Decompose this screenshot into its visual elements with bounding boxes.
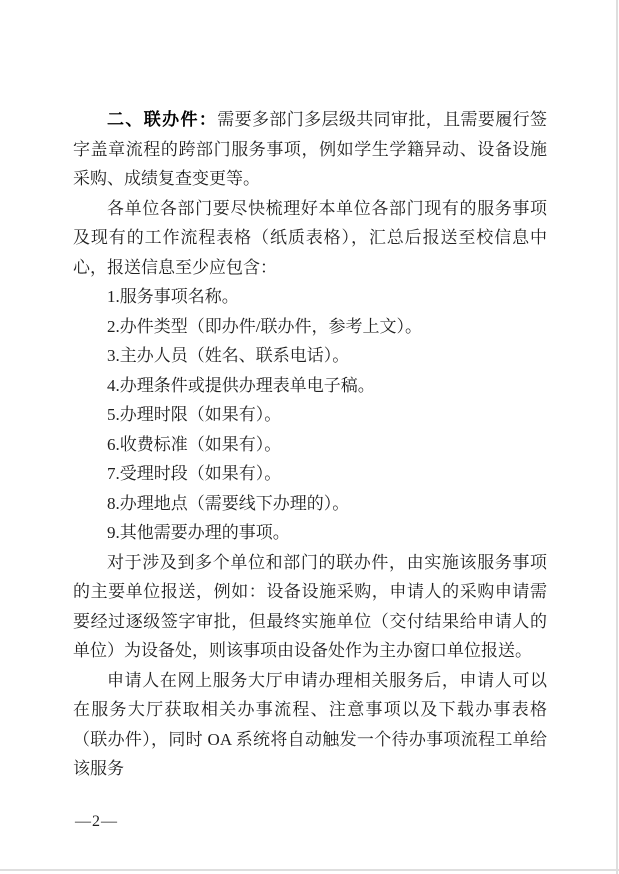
list-item: 6.收费标准（如果有）。 bbox=[107, 434, 282, 454]
paragraph-multi-unit-reporting: 对于涉及到多个单位和部门的联办件，由实施该服务事项的主要单位报送，例如：设备设施采购，申请人的采购申请需要经过逐级签字审批，但最终实施单位（交付结果给申请人的单位）为设备处，则该事项由设备处作为主办窗口单位报送。 bbox=[73, 552, 547, 660]
page-number: —2— bbox=[75, 813, 118, 830]
paragraph-reporting-requirement: 各单位各部门要尽快梳理好本单位各部门现有的服务事项及现有的工作流程表格（纸质表格），汇总后报送至校信息中心，报送信息至少应包含： bbox=[73, 198, 547, 277]
scan-edge-bottom bbox=[0, 869, 619, 871]
document-body bbox=[73, 105, 547, 784]
paragraph-applicant-process: 申请人在网上服务大厅申请办理相关服务后，申请人可以在服务大厅获取相关办事流程、注意事项以及下载办事表格（联办件），同时 OA 系统将自动触发一个待办事项流程工单给该服务 bbox=[73, 670, 547, 778]
paragraph-lead-body: 需要多部门多层级共同审批，且需要履行签字盖章流程的跨部门服务事项，例如学生学籍异动、设备设施采购、成绩复查变更等。 bbox=[73, 110, 547, 188]
scan-edge-right bbox=[616, 0, 618, 874]
list-item: 5.办理时限（如果有）。 bbox=[107, 405, 282, 424]
list-item: 1.服务事项名称。 bbox=[107, 287, 239, 306]
reporting-info-list bbox=[73, 282, 547, 548]
paragraph-lead-heading: 二、联办件： bbox=[107, 110, 218, 129]
list-item: 7.受理时段（如果有）。 bbox=[107, 464, 282, 483]
list-item: 9.其他需要办理的事项。 bbox=[107, 523, 290, 542]
list-item: 4.办理条件或提供办理表单电子稿。 bbox=[107, 375, 375, 395]
list-item: 2.办件类型（即办件/联办件，参考上文）。 bbox=[107, 316, 422, 336]
paragraph-lianbanjian-definition bbox=[73, 105, 547, 194]
list-item: 3.主办人员（姓名、联系电话）。 bbox=[107, 346, 350, 365]
list-item: 8.办理地点（需要线下办理的）。 bbox=[107, 493, 350, 513]
